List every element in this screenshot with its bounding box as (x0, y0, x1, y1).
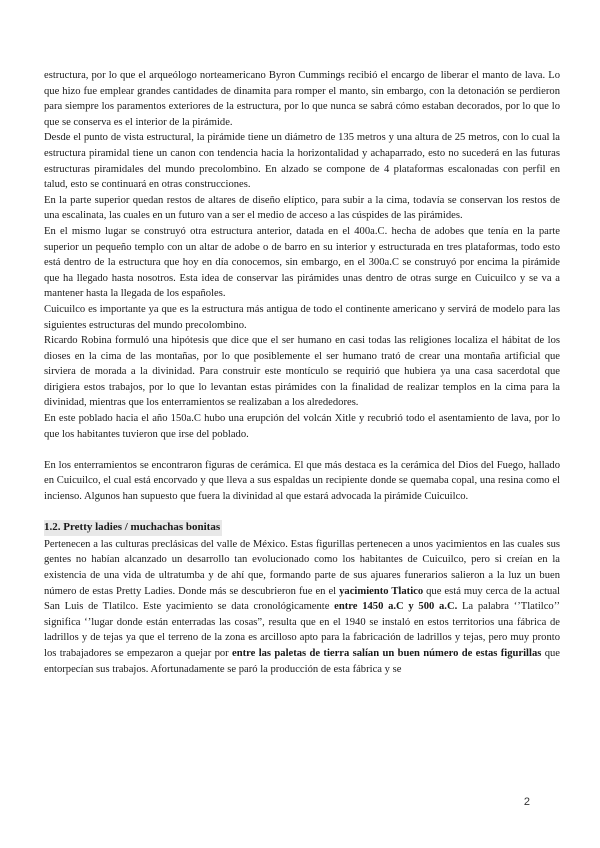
paragraph: En los enterramientos se encontraron figuras de cerámica. El que más destaca es la cerámica del Dios del Fuego, hallado en Cuicuilco, el cual está encorvado y que lleva a sus espaldas un recipiente donde se quemaba copal, una resina como el incienso. Algunos han supuesto que fuera la divinidad al que estará advocada la pirámide Cuicuilco. (44, 459, 560, 503)
paragraph: estructura, por lo que el arqueólogo norteamericano Byron Cummings recibió el encargo de liberar el manto de lava. Lo que hizo fue emplear grandes cantidades de dinamita para romper el manto, sin embargo, con la detonación se perdieron para siempre los paramentos exteriores de la estructura, por lo que nunca se sabrá cómo estaban decorados, por lo que lo que se conserva es el interior de la pirámide. (44, 70, 560, 128)
section-heading: 1.2. Pretty ladies / muchachas bonitas (44, 520, 222, 536)
paragraph: Desde el punto de vista estructural, la pirámide tiene un diámetro de 135 metros y una altura de 25 metros, con lo cual la estructura piramidal tiene un canon con tendencia hacia la horizontalidad y achaparrado, esto no sucederá en las futuras estructuras piramidales del mundo precolombino. En alzado se compone de 4 plataformas escalonadas con perfil en talud, esto se continuará en otras construcciones. (44, 132, 560, 191)
bold-text: entre las paletas de tierra salían un buen número de estas figurillas (232, 647, 542, 659)
bold-text: entre 1450 a.C y 500 a.C. (334, 601, 458, 613)
text-run: La palabra ‘’Tlatilco’’ significa ‘’lugar donde están enterradas las cosas”, resulta que en el 1940 se instaló en estos territorios una fábrica de ladrillos y de tejas ya que el terreno de la zona es arcilloso apto para la fabricación de ladrillos y tejas, pero muy pronto los trabajadores se empezaron a quejar por (44, 601, 560, 659)
text-run: que está muy cerca de la actual San Luis de Tlatilco. Este yacimiento se data cronológicamente (44, 585, 560, 613)
text-run: que entorpecían sus trabajos. Afortunadamente se paró la producción de esta fábrica y se (44, 647, 560, 675)
paragraph: Cuicuilco es importante ya que es la estructura más antigua de todo el continente americano y servirá de modelo para las siguientes estructuras del mundo precolombino. (44, 303, 560, 331)
paragraph: En el mismo lugar se construyó otra estructura anterior, datada en el 400a.C. hecha de adobes que tenía en la parte superior un pequeño templo con un altar de adobe o de barro en su interior y estructurada en tres plataformas, todo esto está dentro de la estructura que hoy en día conocemos, sin embargo, en el 300a.C se construyó por encima la pirámide que ha llegado hasta nosotros. Esta idea de conservar las pirámides unas dentro de otras surge en Cuicuilco y se va a mantener hasta la llegada de los españoles. (44, 225, 560, 300)
paragraph: Ricardo Robina formuló una hipótesis que dice que el ser humano en casi todas las religiones localiza el hábitat de los dioses en la cima de las montañas, por lo que posiblemente el ser humano trató de crear una montaña artificial que sirviera de morada a la divinidad. Para construir este montículo se requirió que hubiera ya una casa sacerdotal que dirigiera estos trabajos, por lo que lo levantan estas pirámides con la finalidad de realizar templos en la cima para la divinidad, mientras que los enterramientos se realizaban a los alrededores. (44, 335, 560, 409)
bold-text: yacimiento Tlatico (339, 585, 424, 597)
page-number: 2 (523, 796, 530, 808)
text-run: Pertenecen a las culturas preclásicas del valle de México. Estas figurillas pertenecen a unos yacimientos en las cuales sus gentes no habían alcanzado un desarrollo tan evolucionado como los habitantes de Cuicuilco, pero si creían en la existencia de una vida de ultratumba y de ahí que, formando parte de sus ajuares funerarios salieron a la luz un buen número de estas Pretty Ladies. Donde más se descubrieron fue en el (44, 538, 560, 597)
paragraph: En la parte superior quedan restos de altares de diseño elíptico, para subir a la cima, todavía se conservan los restos de una escalinata, las cuales en un futuro van a ser el medio de acceso a las cúspides de las pirámides. (44, 194, 560, 222)
paragraph: En este poblado hacia el año 150a.C hubo una erupción del volcán Xitle y recubrió todo el asentamiento de lava, por lo que los habitantes tuvieron que irse del poblado. (44, 413, 560, 440)
section-paragraph (44, 537, 560, 677)
document-body (44, 68, 560, 677)
